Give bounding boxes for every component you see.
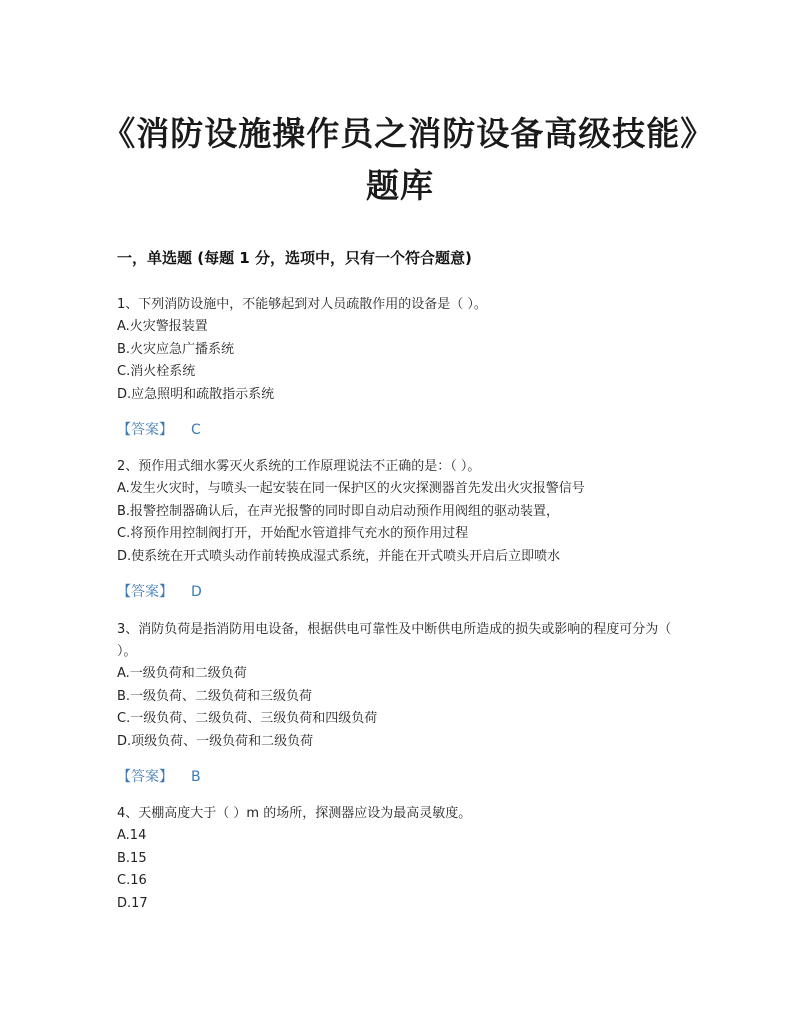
question-3: [117, 619, 687, 788]
section-heading: 一，单选题 (每题 1 分，选项中，只有一个符合题意): [117, 249, 472, 267]
question-stem: 3、消防负荷是指消防用电设备，根据供电可靠性及中断供电所造成的损失或影响的程度可分为（ ）。: [117, 622, 672, 659]
option-b: B.报警控制器确认后，在声光报警的同时即自动启动预作用阀组的驱动装置，: [117, 503, 560, 519]
question-4: [117, 803, 687, 915]
answer-value: D: [191, 584, 202, 600]
answer-row: [117, 419, 687, 441]
option-a: A.发生火灾时，与喷头一起安装在同一保护区的火灾探测器首先发出火灾报警信号: [117, 481, 585, 496]
option-b: B.火灾应急广播系统: [117, 341, 235, 357]
option-c: C.将预作用控制阀打开，开始配水管道排气充水的预作用过程: [117, 526, 469, 541]
option-b: B.15: [117, 850, 147, 866]
answer-value: C: [191, 422, 201, 438]
option-a: A.火灾警报装置: [117, 319, 208, 334]
question-stem: 2、预作用式细水雾灭火系统的工作原理说法不正确的是：（ ）。: [117, 459, 481, 474]
option-c: C.16: [117, 873, 147, 888]
answer-row: [117, 581, 687, 603]
answer-row: [117, 766, 687, 788]
answer-label: 【答案】: [117, 769, 173, 785]
question-1: [117, 294, 687, 441]
question-stem: 4、天棚高度大于（ ）m 的场所，探测器应设为最高灵敏度。: [117, 806, 472, 821]
answer-value: B: [191, 769, 201, 785]
option-d: D.项级负荷、一级负荷和二级负荷: [117, 733, 314, 749]
option-d: D.17: [117, 895, 148, 911]
option-b: B.一级负荷、二级负荷和三级负荷: [117, 688, 313, 704]
document-title: 《消防设施操作员之消防设备高级技能》题库: [102, 114, 698, 205]
answer-label: 【答案】: [117, 584, 173, 600]
option-a: A.一级负荷和二级负荷: [117, 666, 247, 681]
option-a: A.14: [117, 828, 147, 843]
option-d: D.使系统在开式喷头动作前转换成湿式系统，并能在开式喷头开启后立即喷水: [117, 548, 561, 564]
option-c: C.消火栓系统: [117, 364, 196, 379]
option-d: D.应急照明和疏散指示系统: [117, 386, 275, 402]
answer-label: 【答案】: [117, 422, 173, 438]
option-c: C.一级负荷、二级负荷、三级负荷和四级负荷: [117, 711, 378, 726]
question-stem: 1、下列消防设施中，不能够起到对人员疏散作用的设备是（ ）。: [117, 297, 487, 312]
question-2: [117, 456, 687, 603]
